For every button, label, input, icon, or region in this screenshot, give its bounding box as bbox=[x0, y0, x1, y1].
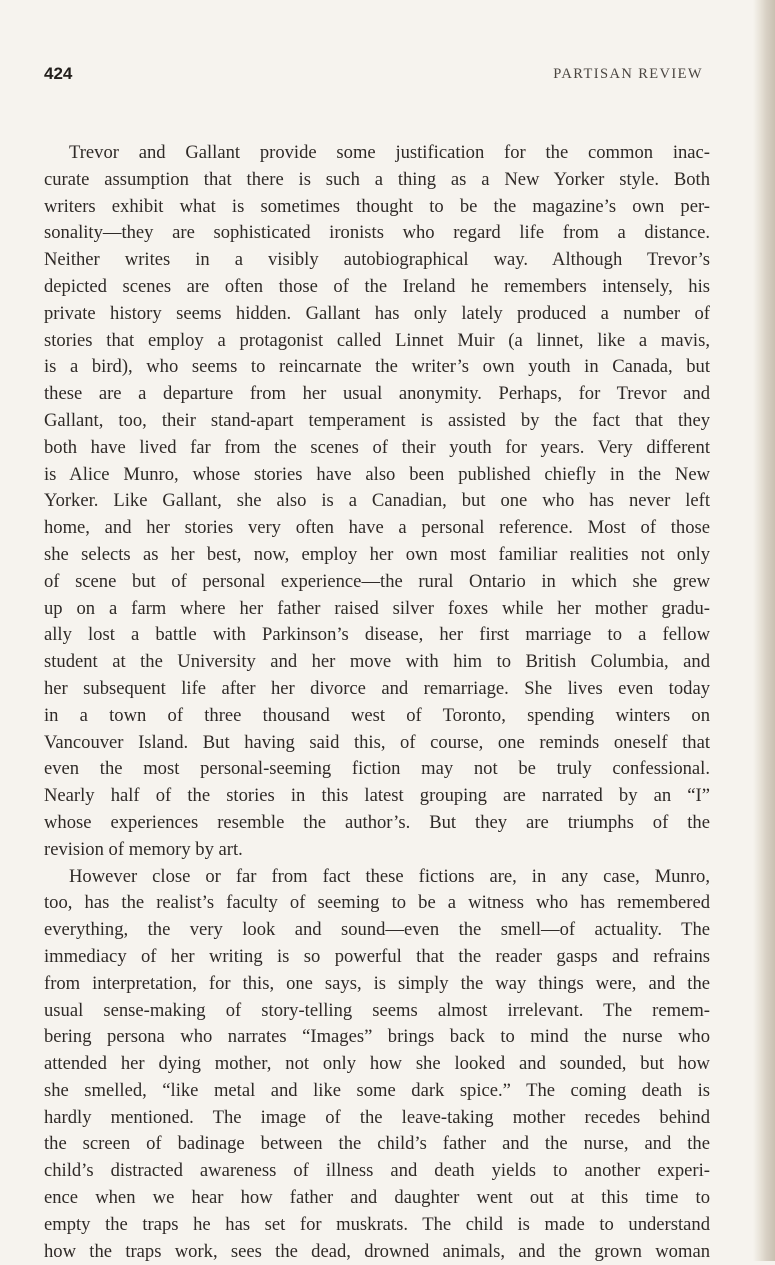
text-line: Gallant, too, their stand-apart temperament is assisted by the fact that they bbox=[44, 409, 710, 431]
text-line: even the most personal-seeming fiction may not be truly confessional. bbox=[44, 758, 710, 780]
text-line: sonality—they are sophisticated ironists who regard life from a distance. bbox=[44, 222, 710, 244]
text-line: both have lived far from the scenes of their youth for years. Very different bbox=[44, 436, 710, 458]
text-line: writers exhibit what is sometimes thought to be the magazine’s own per- bbox=[44, 195, 710, 217]
page-gutter-edge bbox=[753, 0, 775, 1261]
text-line: these are a departure from her usual anonymity. Perhaps, for Trevor and bbox=[44, 383, 710, 405]
text-line: Vancouver Island. But having said this, of course, one reminds oneself that bbox=[44, 731, 710, 753]
text-line: attended her dying mother, not only how she looked and sounded, but how bbox=[44, 1053, 710, 1075]
text-line: However close or far from fact these fictions are, in any case, Munro, bbox=[69, 865, 710, 887]
text-line: empty the traps he has set for muskrats. The child is made to understand bbox=[44, 1213, 710, 1235]
text-line: child’s distracted awareness of illness and death yields to another experi- bbox=[44, 1160, 710, 1182]
article-body bbox=[44, 140, 710, 1265]
text-line: Neither writes in a visibly autobiographical way. Although Trevor’s bbox=[44, 249, 710, 271]
text-line: private history seems hidden. Gallant has only lately produced a number of bbox=[44, 302, 710, 324]
text-line: too, has the realist’s faculty of seeming to be a witness who has remembered bbox=[44, 892, 710, 914]
text-line: of scene but of personal experience—the rural Ontario in which she grew bbox=[44, 570, 710, 592]
text-line: usual sense-making of story-telling seems almost irrelevant. The remem- bbox=[44, 999, 710, 1021]
text-line: Trevor and Gallant provide some justification for the common inac- bbox=[69, 142, 710, 163]
running-head: PARTISAN REVIEW bbox=[553, 66, 703, 82]
text-line: student at the University and her move with him to British Columbia, and bbox=[44, 651, 710, 673]
text-line: everything, the very look and sound—even the smell—of actuality. The bbox=[44, 919, 710, 941]
text-line: how the traps work, sees the dead, drowned animals, and the grown woman bbox=[44, 1240, 710, 1262]
text-line: Yorker. Like Gallant, she also is a Canadian, but one who has never left bbox=[44, 490, 710, 512]
text-line: ally lost a battle with Parkinson’s disease, her first marriage to a fellow bbox=[44, 624, 710, 646]
text-line: from interpretation, for this, one says, is simply the way things were, and the bbox=[44, 972, 710, 994]
text-line: her subsequent life after her divorce and remarriage. She lives even today bbox=[44, 677, 710, 699]
text-line: hardly mentioned. The image of the leave-taking mother recedes behind bbox=[44, 1106, 710, 1128]
text-line: is Alice Munro, whose stories have also been published chiefly in the New bbox=[44, 463, 710, 485]
text-line: bering persona who narrates “Images” brings back to mind the nurse who bbox=[44, 1026, 710, 1048]
text-line: she smelled, “like metal and like some dark spice.” The coming death is bbox=[44, 1079, 710, 1101]
text-line: depicted scenes are often those of the Ireland he remembers intensely, his bbox=[44, 275, 710, 297]
text-line: she selects as her best, now, employ her own most familiar realities not only bbox=[44, 543, 710, 565]
text-line: curate assumption that there is such a thing as a New Yorker style. Both bbox=[44, 168, 710, 190]
text-line: home, and her stories very often have a personal reference. Most of those bbox=[44, 517, 710, 539]
text-line: whose experiences resemble the author’s. But they are triumphs of the bbox=[44, 811, 710, 833]
text-line: in a town of three thousand west of Toronto, spending winters on bbox=[44, 704, 710, 726]
text-line: Nearly half of the stories in this latest grouping are narrated by an “I” bbox=[44, 785, 710, 807]
text-line: up on a farm where her father raised silver foxes while her mother gradu- bbox=[44, 597, 710, 619]
text-line: is a bird), who seems to reincarnate the writer’s own youth in Canada, but bbox=[44, 356, 710, 378]
text-line: stories that employ a protagonist called Linnet Muir (a linnet, like a mavis, bbox=[44, 329, 710, 351]
text-line: revision of memory by art. bbox=[44, 838, 243, 860]
page-number: 424 bbox=[44, 64, 73, 83]
text-line: immediacy of her writing is so powerful that the reader gasps and refrains bbox=[44, 945, 710, 967]
text-line: the screen of badinage between the child’s father and the nurse, and the bbox=[44, 1133, 710, 1155]
text-line: ence when we hear how father and daughter went out at this time to bbox=[44, 1187, 710, 1209]
